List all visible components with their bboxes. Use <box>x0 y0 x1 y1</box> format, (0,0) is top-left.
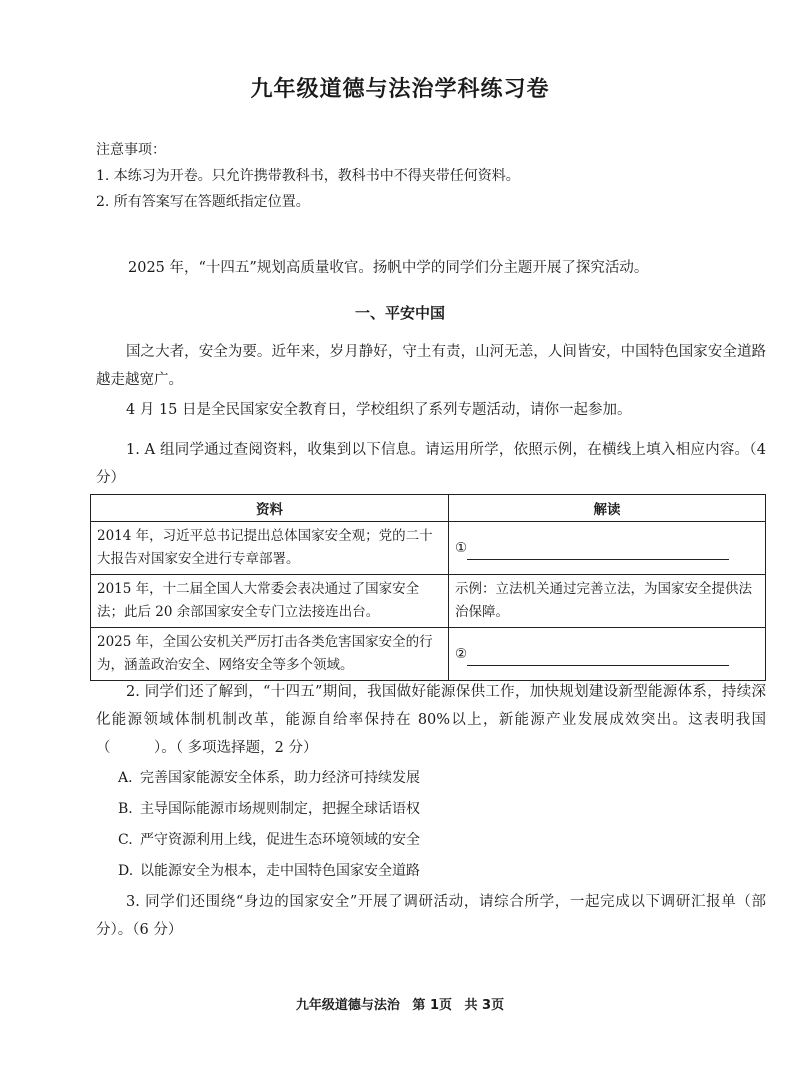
table-cell-interp <box>449 628 766 681</box>
option-a <box>118 763 420 794</box>
intro-text: 2025 年，“十四五”规划高质量收官。扬帆中学的同学们分主题开展了探究活动。 <box>128 260 649 276</box>
footer-page-number: 第 1页 <box>412 998 452 1013</box>
option-letter: C. <box>118 832 133 848</box>
question-2-text: 2. 同学们还了解到，“十四五”期间，我国做好能源保供工作，加快规划建设新型能源体系，持续深化能源领域体制机制改革，能源自给率保持在 80%以上，新能源产业发展成效突出。这表明我国（ ）。（ 多项选择题，2 分） <box>96 684 766 756</box>
notes-heading: 注意事项： <box>96 142 166 158</box>
footer-subject: 九年级道德与法治 <box>295 998 400 1013</box>
option-text: 主导国际能源市场规则制定，把握全球话语权 <box>140 801 420 817</box>
section-paragraph-2: 4 月 15 日是全民国家安全教育日，学校组织了系列专题活动，请你一起参加。 <box>126 402 632 418</box>
section-paragraph-1: 国之大者，安全为要。近年来，岁月静好，守土有责，山河无恙，人间皆安，中国特色国家安全道路越走越宽广。 <box>96 344 766 388</box>
option-letter: B. <box>118 801 133 817</box>
table-row <box>91 522 766 575</box>
option-letter: D. <box>118 863 134 879</box>
table-cell-source: 2015 年，十二届全国人大常委会表决通过了国家安全法；此后 20 余部国家安全专门立法接连出台。 <box>91 575 449 628</box>
table-header-source: 资料 <box>91 495 449 522</box>
table-row <box>91 628 766 681</box>
question-3-text: 3. 同学们还围绕“身边的国家安全”开展了调研活动，请综合所学，一起完成以下调研汇报单（部分）。（6 分） <box>96 894 766 938</box>
table-row <box>91 575 766 628</box>
info-table <box>90 494 766 681</box>
option-text: 以能源安全为根本，走中国特色国家安全道路 <box>140 863 420 879</box>
page-title: 九年级道德与法治学科练习卷 <box>250 77 550 102</box>
blank-marker: ① <box>455 539 468 556</box>
footer-total-pages: 共 3页 <box>464 998 505 1013</box>
option-b <box>118 794 420 825</box>
table-header-interp: 解读 <box>449 495 766 522</box>
notes-block <box>96 137 520 215</box>
question-2-options <box>118 763 420 887</box>
option-text: 严守资源利用上线，促进生态环境领域的安全 <box>140 832 420 848</box>
table-cell-source: 2014 年，习近平总书记提出总体国家安全观；党的二十大报告对国家安全进行专章部署。 <box>91 522 449 575</box>
table-cell-interp: 示例：立法机关通过完善立法，为国家安全提供法治保障。 <box>449 575 766 628</box>
table-cell-source: 2025 年，全国公安机关严厉打击各类危害国家安全的行为，涵盖政治安全、网络安全等多个领域。 <box>91 628 449 681</box>
question-1-text: 1. A 组同学通过查阅资料，收集到以下信息。请运用所学，依照示例，在横线上填入相应内容。（4 分） <box>96 442 766 486</box>
page-footer <box>0 994 800 1013</box>
notes-item-2: 2. 所有答案写在答题纸指定位置。 <box>96 194 310 210</box>
table-header-row <box>91 495 766 522</box>
answer-blank-line <box>467 543 729 560</box>
notes-item-1: 1. 本练习为开卷。只允许携带教科书，教科书中不得夹带任何资料。 <box>96 168 520 184</box>
option-d <box>118 856 420 887</box>
blank-marker: ② <box>455 645 468 662</box>
answer-blank-line <box>467 649 729 666</box>
table-cell-interp <box>449 522 766 575</box>
option-c <box>118 825 420 856</box>
section-title: 一、平安中国 <box>354 304 445 322</box>
option-text: 完善国家能源安全体系，助力经济可持续发展 <box>140 770 420 786</box>
option-letter: A. <box>118 770 133 786</box>
